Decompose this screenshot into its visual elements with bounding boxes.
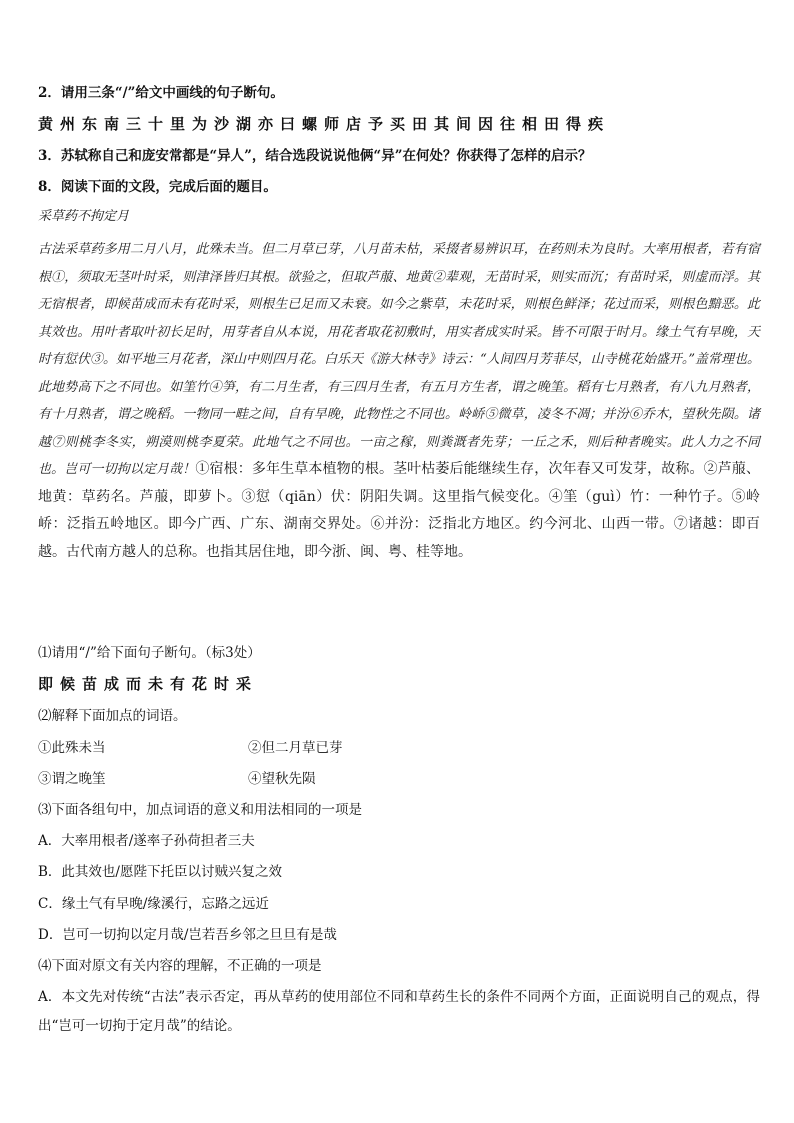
question-2-prompt: 2．请用三条“/”给文中画线的句子断句。	[38, 85, 284, 101]
sub-question-2-prompt: ⑵解释下面加点的词语。	[38, 708, 187, 724]
passage-title: 采草药不拘定月	[38, 209, 130, 224]
sub-question-4-option-a: A．本文先对传统“古法”表示否定，再从草药的使用部位不同和草药生长的条件不同两个方面，正面说明自己的观点，得出“岂可一切拘于定月哉”的结论。	[38, 989, 760, 1034]
question-3-prompt: 3．苏轼称自己和庞安常都是“异人”，结合选段说说他俩“异”在何处？你获得了怎样的启示？	[38, 148, 592, 164]
term-item: ②但二月草已芽	[248, 740, 343, 756]
sub-question-1-sentence: 即候苗成而未有花时采	[38, 675, 259, 693]
passage-body	[38, 236, 760, 566]
option-a: A．大率用根者/遂率子孙荷担者三夫	[38, 833, 255, 849]
sub-question-1-prompt: ⑴请用“/”给下面句子断句。（标3处）	[38, 645, 261, 661]
option-c: C．缘土气有早晚/缘溪行，忘路之远近	[38, 896, 269, 912]
sub-question-3-prompt: ⑶下面各组句中，加点词语的意义和用法相同的一项是	[38, 802, 362, 818]
option-b: B．此其效也/愿陛下托臣以讨贼兴复之效	[38, 864, 282, 880]
term-item: ③谓之晚筀	[38, 771, 106, 787]
term-item: ①此殊未当	[38, 740, 106, 756]
term-item: ④望秋先陨	[248, 771, 316, 787]
question-2-sentence: 黄州东南三十里为沙湖亦曰螺师店予买田其间因往相田得疾	[38, 115, 611, 133]
option-d: D．岂可一切拘以定月哉/岂若吾乡邻之旦旦有是哉	[38, 927, 337, 943]
question-8-prompt: 8．阅读下面的文段，完成后面的题目。	[38, 179, 277, 195]
sub-question-2-row-2	[38, 768, 760, 790]
sub-question-4-prompt: ⑷下面对原文有关内容的理解，不正确的一项是	[38, 958, 322, 974]
sub-question-2-row-1	[38, 737, 760, 759]
passage-notes: ①宿根：多年生草本植物的根。茎叶枯萎后能继续生存，次年春又可发芽，故称。②芦菔、地黄：草药名。芦菔，即萝卜。③愆（qiān）伏：阴阳失调。这里指气候变化。④筀（guì）竹：一种竹子。⑤岭峤：泛指五岭地区。即今广西、广东、湖南交界处。⑥并汾：泛指北方地区。约今河北、山西一带。⑦诸越：即百越。古代南方越人的总称。也指其居住地，即今浙、闽、粤、桂等地。	[38, 461, 760, 560]
passage-text: 古法采草药多用二月八月，此殊未当。但二月草已芽，八月苗未枯，采掇者易辨识耳，在药则未为良时。大率用根者，若有宿根①，须取无茎叶时采，则津泽皆归其根。欲验之，但取芦菔、地黄②辈观，无苗时采，则实而沉；有苗时采，则虚而浮。其无宿根者，即候苗成而未有花时采，则根生已足而又未衰。如今之紫草，未花时采，则根色鲜泽；花过而采，则根色黯恶。此其效也。用叶者取叶初长足时，用芽者自从本说，用花者取花初敷时，用实者成实时采。皆不可限于时月。缘土气有早晚，天时有愆伏③。如平地三月花者，深山中则四月花。白乐天《游大林寺》诗云：“人间四月芳菲尽，山寺桃花始盛开。”盖常理也。此地势高下之不同也。如筀竹④笋，有二月生者，有三四月生者，有五月方生者，谓之晚筀。稻有七月熟者，有八九月熟者，有十月熟者，谓之晚稻。一物同一畦之间，自有早晚，此物性之不同也。岭峤⑤微草，凌冬不凋；并汾⑥乔木，望秋先陨。诸越⑦则桃李冬实，朔漠则桃李夏荣。此地气之不同也。一亩之稼，则粪溉者先芽；一丘之禾，则后种者晚实。此人力之不同也。岂可一切拘以定月哉！	[38, 242, 760, 477]
